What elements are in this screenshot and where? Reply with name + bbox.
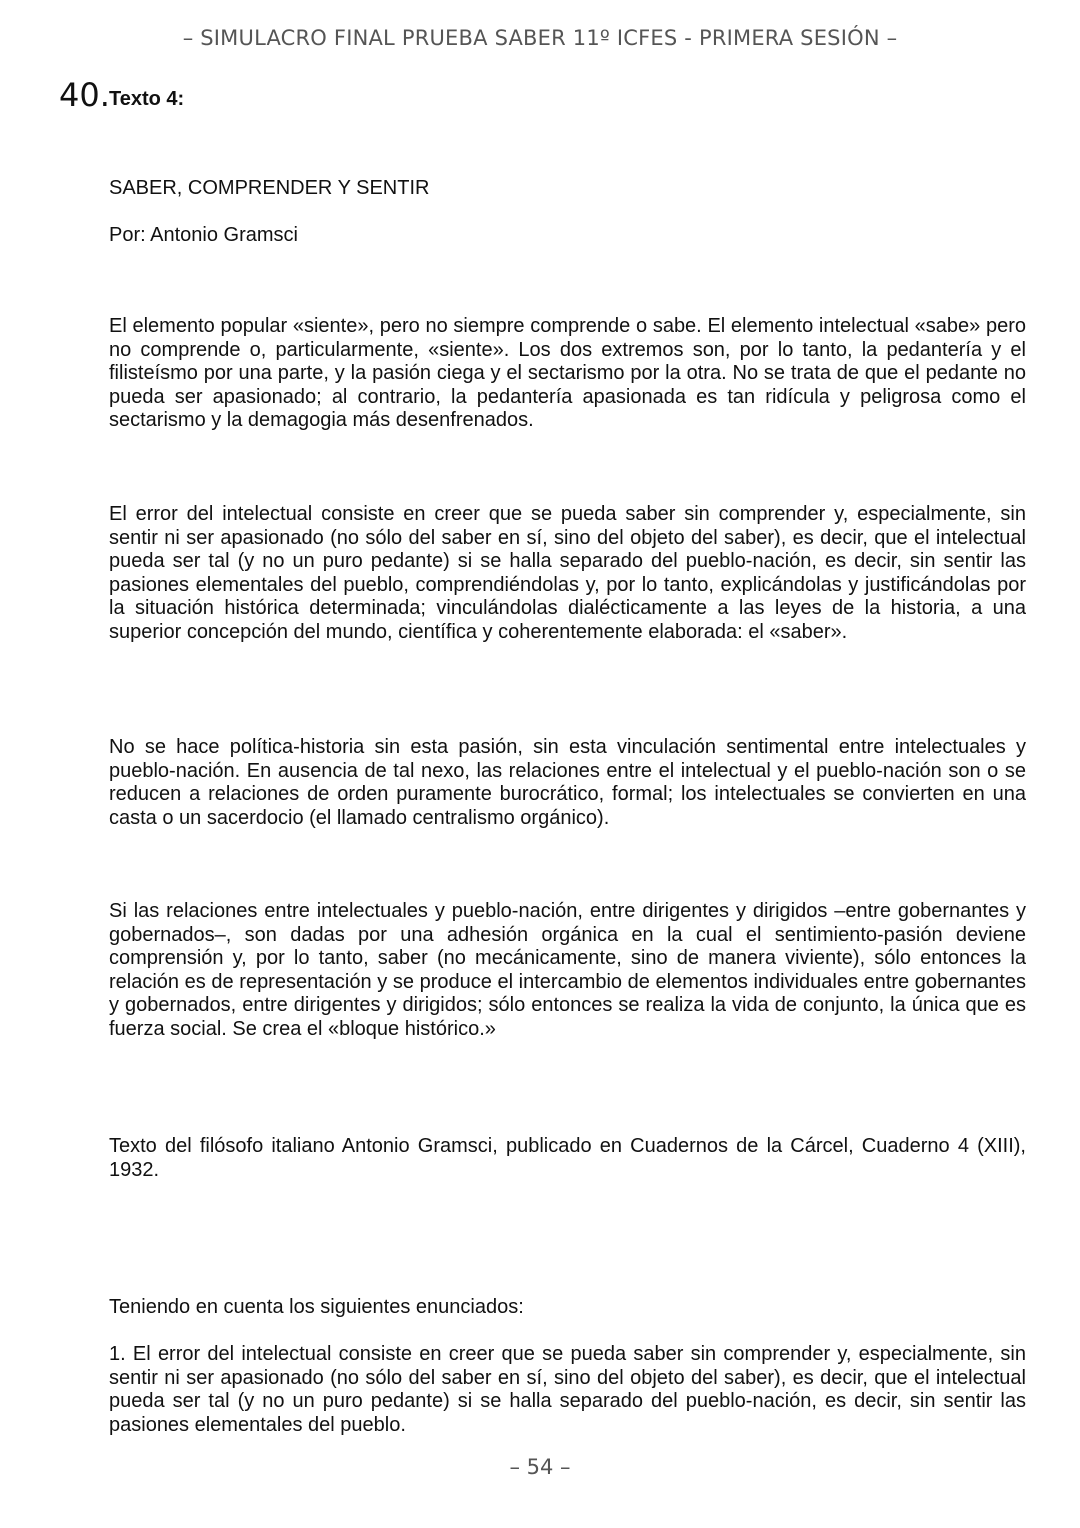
source-citation: Texto del filósofo italiano Antonio Gramsci, publicado en Cuadernos de la Cárcel, Cuaderno 4 (XIII), 1932.	[109, 1135, 1026, 1181]
page-header: – SIMULACRO FINAL PRUEBA SABER 11º ICFES - PRIMERA SESIÓN –	[182, 26, 898, 50]
paragraph: No se hace política-historia sin esta pasión, sin esta vinculación sentimental entre intelectuales y pueblo-nación. En ausencia de tal nexo, las relaciones entre el intelectual y el pueblo-nación son o se reducen a relaciones de orden puramente burocrático, formal; los intelectuales se convierten en una casta o un sacerdocio (el llamado centralismo orgánico).	[109, 736, 1026, 829]
question-label: Texto 4:	[109, 88, 185, 110]
paragraph: El error del intelectual consiste en creer que se pueda saber sin comprender y, especialmente, sin sentir ni ser apasionado (no sólo del saber en sí, sino del objeto del saber), es decir, que el intelectual pueda ser tal (y no un puro pedante) si se halla separado del pueblo-nación, es decir, sin sentir las pasiones elementales del pueblo, comprendiéndolas y, por lo tanto, explicándolas y justificándolas por la situación histórica determinada; vinculándolas dialécticamente a las leyes de la historia, a una superior concepción del mundo, científica y coherentemente elaborada: el «saber».	[109, 503, 1026, 643]
text-author: Por: Antonio Gramsci	[109, 224, 298, 246]
page-number: – 54 –	[509, 1455, 571, 1479]
question-prompt: Teniendo en cuenta los siguientes enunciados:	[109, 1296, 524, 1318]
paragraph: Si las relaciones entre intelectuales y pueblo-nación, entre dirigentes y dirigidos –entre gobernantes y gobernados–, son dadas por una adhesión orgánica en la cual el sentimiento-pasión deviene comprensión y, por lo tanto, saber (no mecánicamente, sino de manera viviente), sólo entonces la relación es de representación y se produce el intercambio de elementos individuales entre gobernantes y gobernados, entre dirigentes y dirigidos; sólo entonces se realiza la vida de conjunto, la única que es fuerza social. Se crea el «bloque histórico.»	[109, 900, 1026, 1040]
question-number: 40.	[59, 76, 110, 114]
paragraph: El elemento popular «siente», pero no siempre comprende o sabe. El elemento intelectual «sabe» pero no comprende o, particularmente, «siente». Los dos extremos son, por lo tanto, la pedantería y el filisteísmo por una parte, y la pasión ciega y el sectarismo por la otra. No se trata de que el pedante no pueda ser apasionado; al contrario, la pedantería apasionada es tan ridícula y peligrosa como el sectarismo y la demagogia más desenfrenados.	[109, 315, 1026, 432]
statement-item: 1. El error del intelectual consiste en creer que se pueda saber sin comprender y, especialmente, sin sentir ni ser apasionado (no sólo del saber en sí, sino del objeto del saber), es decir, que el intelectual pueda ser tal (y no un puro pedante) si se halla separado del pueblo-nación, es decir, sin sentir las pasiones elementales del pueblo.	[109, 1343, 1026, 1436]
text-title: SABER, COMPRENDER Y SENTIR	[109, 177, 430, 199]
